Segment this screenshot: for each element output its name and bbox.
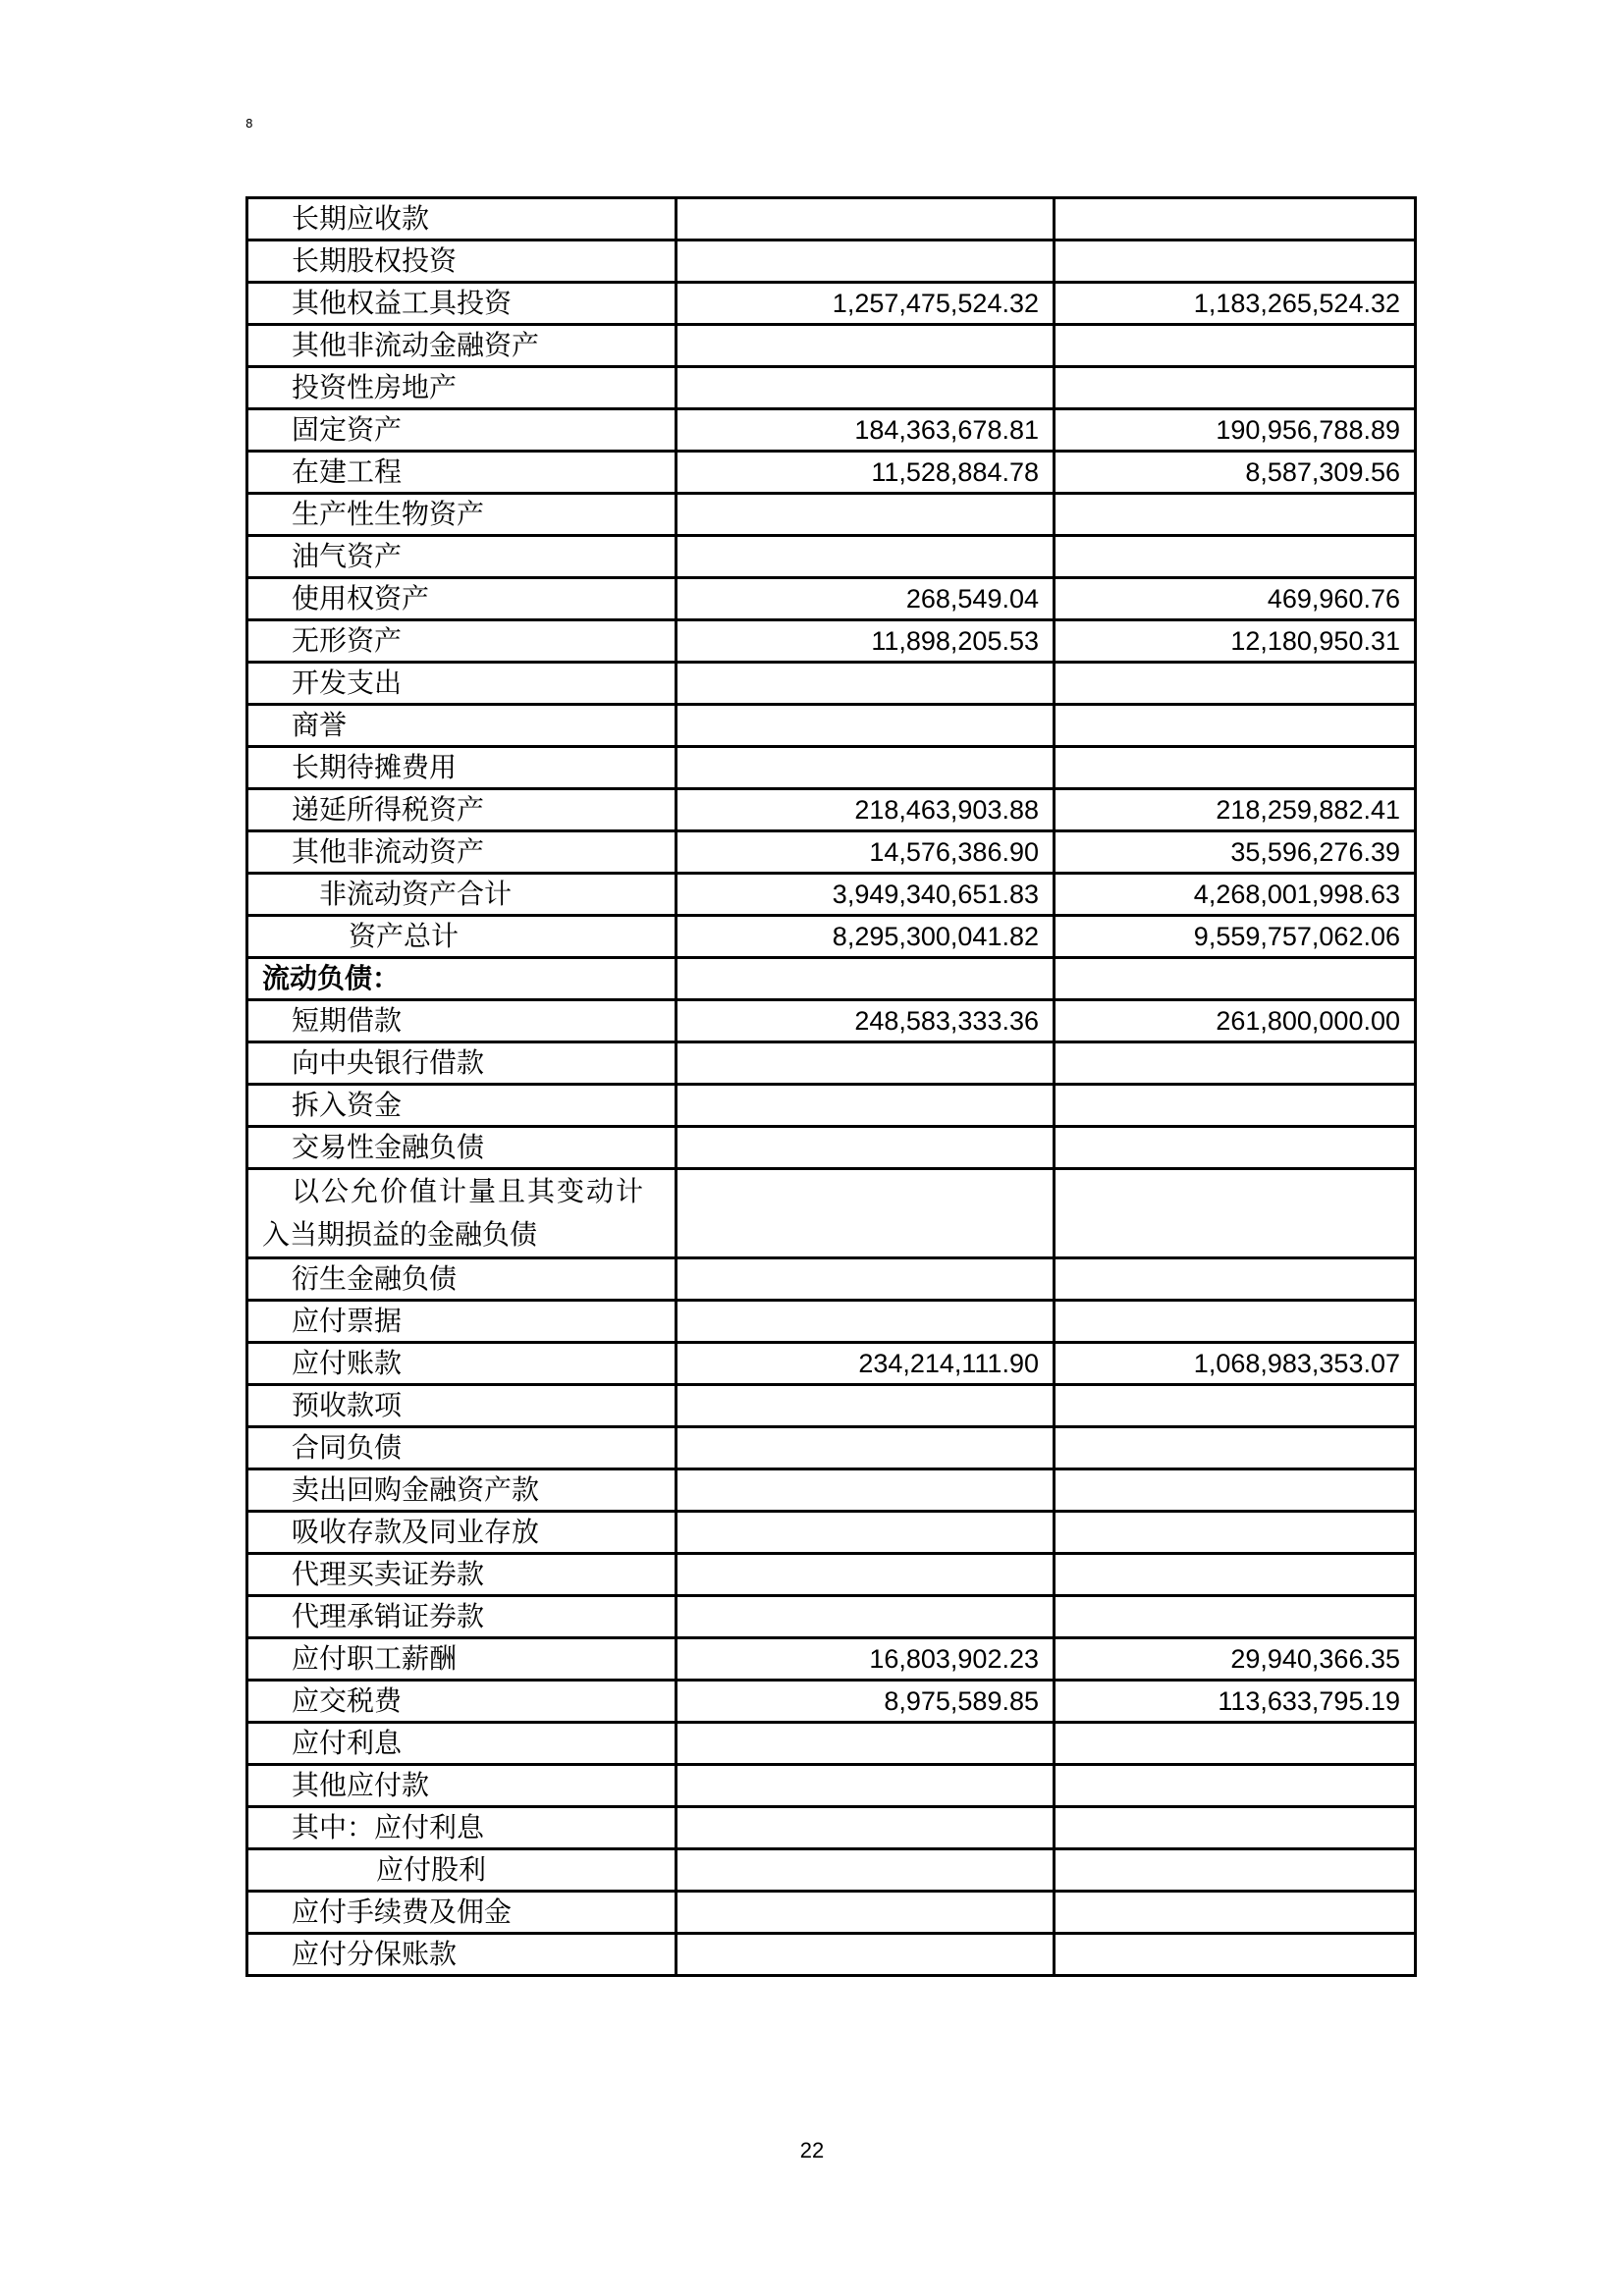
- row-label: 其他权益工具投资: [247, 283, 677, 325]
- row-label: 长期股权投资: [247, 240, 677, 283]
- current-value: [677, 367, 1055, 409]
- table-row: [247, 1554, 1416, 1596]
- previous-value: 218,259,882.41: [1055, 789, 1416, 831]
- row-label: 其他非流动资产: [247, 831, 677, 874]
- row-label: 投资性房地产: [247, 367, 677, 409]
- current-value: [677, 1849, 1055, 1892]
- current-value: 11,528,884.78: [677, 452, 1055, 494]
- table-row: [247, 1085, 1416, 1127]
- previous-value: 261,800,000.00: [1055, 1000, 1416, 1042]
- current-value: [677, 198, 1055, 240]
- table-row: [247, 1596, 1416, 1638]
- previous-value: [1055, 1807, 1416, 1849]
- current-value: [677, 1085, 1055, 1127]
- current-value: 8,295,300,041.82: [677, 916, 1055, 958]
- row-label: 长期应收款: [247, 198, 677, 240]
- table-row: [247, 1000, 1416, 1042]
- table-row: [247, 409, 1416, 452]
- row-label: 长期待摊费用: [247, 747, 677, 789]
- previous-value: [1055, 1723, 1416, 1765]
- current-value: [677, 536, 1055, 578]
- row-label: 无形资产: [247, 620, 677, 663]
- previous-value: [1055, 1385, 1416, 1427]
- previous-value: [1055, 1169, 1416, 1258]
- previous-value: [1055, 240, 1416, 283]
- previous-value: [1055, 494, 1416, 536]
- row-label: 在建工程: [247, 452, 677, 494]
- table-row: [247, 198, 1416, 240]
- row-label: 应付账款: [247, 1343, 677, 1385]
- table-row: [247, 283, 1416, 325]
- current-value: [677, 1301, 1055, 1343]
- page-number: 22: [799, 2138, 825, 2163]
- table-row: [247, 1301, 1416, 1343]
- current-value: [677, 1892, 1055, 1934]
- previous-value: [1055, 1258, 1416, 1301]
- current-value: 268,549.04: [677, 578, 1055, 620]
- current-value: [677, 1469, 1055, 1512]
- current-value: 218,463,903.88: [677, 789, 1055, 831]
- previous-value: [1055, 536, 1416, 578]
- previous-value: 9,559,757,062.06: [1055, 916, 1416, 958]
- table-row: [247, 1681, 1416, 1723]
- row-label: 应交税费: [247, 1681, 677, 1723]
- subtotal-row: [247, 874, 1416, 916]
- current-value: [677, 1723, 1055, 1765]
- previous-value: 4,268,001,998.63: [1055, 874, 1416, 916]
- row-label: 预收款项: [247, 1385, 677, 1427]
- row-label: 衍生金融负债: [247, 1258, 677, 1301]
- previous-value: [1055, 663, 1416, 705]
- previous-value: [1055, 1849, 1416, 1892]
- row-label: 油气资产: [247, 536, 677, 578]
- previous-value: 29,940,366.35: [1055, 1638, 1416, 1681]
- table-row: [247, 1512, 1416, 1554]
- previous-value: 469,960.76: [1055, 578, 1416, 620]
- current-value: 11,898,205.53: [677, 620, 1055, 663]
- row-label: 固定资产: [247, 409, 677, 452]
- current-value: [677, 1042, 1055, 1085]
- previous-value: [1055, 1892, 1416, 1934]
- table-row: [247, 705, 1416, 747]
- current-value: 234,214,111.90: [677, 1343, 1055, 1385]
- current-value: [677, 1427, 1055, 1469]
- corner-mark: 8: [245, 117, 253, 131]
- row-label: 代理买卖证券款: [247, 1554, 677, 1596]
- table-row: [247, 1807, 1416, 1849]
- previous-value: 12,180,950.31: [1055, 620, 1416, 663]
- current-value: [677, 1765, 1055, 1807]
- previous-value: [1055, 1596, 1416, 1638]
- table-row: [247, 1385, 1416, 1427]
- previous-value: [1055, 367, 1416, 409]
- previous-value: [1055, 1127, 1416, 1169]
- current-value: 16,803,902.23: [677, 1638, 1055, 1681]
- current-value: [677, 1554, 1055, 1596]
- table-row: [247, 1258, 1416, 1301]
- previous-value: 35,596,276.39: [1055, 831, 1416, 874]
- table-row: [247, 831, 1416, 874]
- total-row: [247, 916, 1416, 958]
- previous-value: 8,587,309.56: [1055, 452, 1416, 494]
- previous-value: [1055, 1554, 1416, 1596]
- table-row: [247, 578, 1416, 620]
- previous-value: [1055, 705, 1416, 747]
- table-row: [247, 1469, 1416, 1512]
- table-row: [247, 747, 1416, 789]
- row-label: 短期借款: [247, 1000, 677, 1042]
- current-value: [677, 958, 1055, 1000]
- balance-sheet-table: [245, 196, 1417, 1977]
- table-row: [247, 1427, 1416, 1469]
- row-label: 资产总计: [247, 916, 677, 958]
- row-label: 交易性金融负债: [247, 1127, 677, 1169]
- table-row: [247, 240, 1416, 283]
- table-row: [247, 1892, 1416, 1934]
- previous-value: 1,183,265,524.32: [1055, 283, 1416, 325]
- current-value: [677, 1258, 1055, 1301]
- current-value: 248,583,333.36: [677, 1000, 1055, 1042]
- row-label: 向中央银行借款: [247, 1042, 677, 1085]
- current-value: [677, 325, 1055, 367]
- row-label: 其他应付款: [247, 1765, 677, 1807]
- previous-value: [1055, 325, 1416, 367]
- previous-value: [1055, 1427, 1416, 1469]
- previous-value: [1055, 1085, 1416, 1127]
- current-value: [677, 1169, 1055, 1258]
- row-label-line: 入当期损益的金融负债: [262, 1218, 538, 1251]
- current-value: [677, 1596, 1055, 1638]
- row-label: 应付手续费及佣金: [247, 1892, 677, 1934]
- previous-value: [1055, 1765, 1416, 1807]
- row-label-wrapped: [247, 1169, 677, 1258]
- previous-value: [1055, 1469, 1416, 1512]
- row-label: 拆入资金: [247, 1085, 677, 1127]
- current-value: [677, 1934, 1055, 1976]
- row-label: 应付利息: [247, 1723, 677, 1765]
- previous-value: [1055, 198, 1416, 240]
- table-row: [247, 1849, 1416, 1892]
- table-row: [247, 367, 1416, 409]
- row-label: 其他非流动金融资产: [247, 325, 677, 367]
- table-row: [247, 1723, 1416, 1765]
- row-label: 合同负债: [247, 1427, 677, 1469]
- table-row: [247, 452, 1416, 494]
- table-row: [247, 1127, 1416, 1169]
- current-value: 3,949,340,651.83: [677, 874, 1055, 916]
- current-value: 1,257,475,524.32: [677, 283, 1055, 325]
- row-label: 应付股利: [247, 1849, 677, 1892]
- row-label: 代理承销证券款: [247, 1596, 677, 1638]
- row-label: 开发支出: [247, 663, 677, 705]
- table-row: [247, 1934, 1416, 1976]
- row-label: 其中：应付利息: [247, 1807, 677, 1849]
- table-row: [247, 663, 1416, 705]
- table-row: [247, 1042, 1416, 1085]
- current-value: [677, 705, 1055, 747]
- current-value: [677, 663, 1055, 705]
- current-value: 14,576,386.90: [677, 831, 1055, 874]
- table-row: [247, 325, 1416, 367]
- row-label: 递延所得税资产: [247, 789, 677, 831]
- balance-sheet: [245, 196, 1414, 1977]
- current-value: [677, 494, 1055, 536]
- table-row: [247, 1343, 1416, 1385]
- current-value: 184,363,678.81: [677, 409, 1055, 452]
- table-row: [247, 620, 1416, 663]
- table-row: [247, 1169, 1416, 1258]
- current-value: [677, 240, 1055, 283]
- row-label: 非流动资产合计: [247, 874, 677, 916]
- row-label: 应付票据: [247, 1301, 677, 1343]
- row-label-line: 以公允价值计量且其变动计: [292, 1175, 646, 1207]
- table-row: [247, 536, 1416, 578]
- previous-value: [1055, 1042, 1416, 1085]
- current-value: 8,975,589.85: [677, 1681, 1055, 1723]
- previous-value: [1055, 1934, 1416, 1976]
- row-label: 吸收存款及同业存放: [247, 1512, 677, 1554]
- previous-value: 190,956,788.89: [1055, 409, 1416, 452]
- previous-value: [1055, 958, 1416, 1000]
- row-label: 应付职工薪酬: [247, 1638, 677, 1681]
- current-value: [677, 1512, 1055, 1554]
- previous-value: [1055, 1512, 1416, 1554]
- section-heading: 流动负债：: [247, 958, 677, 1000]
- table-row: [247, 1638, 1416, 1681]
- current-value: [677, 1807, 1055, 1849]
- previous-value: 113,633,795.19: [1055, 1681, 1416, 1723]
- previous-value: 1,068,983,353.07: [1055, 1343, 1416, 1385]
- table-row: [247, 1765, 1416, 1807]
- row-label: 应付分保账款: [247, 1934, 677, 1976]
- table-row: [247, 494, 1416, 536]
- table-row: [247, 789, 1416, 831]
- row-label: 卖出回购金融资产款: [247, 1469, 677, 1512]
- previous-value: [1055, 747, 1416, 789]
- current-value: [677, 1385, 1055, 1427]
- section-header-row: [247, 958, 1416, 1000]
- current-value: [677, 747, 1055, 789]
- row-label: 商誉: [247, 705, 677, 747]
- previous-value: [1055, 1301, 1416, 1343]
- current-value: [677, 1127, 1055, 1169]
- row-label: 使用权资产: [247, 578, 677, 620]
- row-label: 生产性生物资产: [247, 494, 677, 536]
